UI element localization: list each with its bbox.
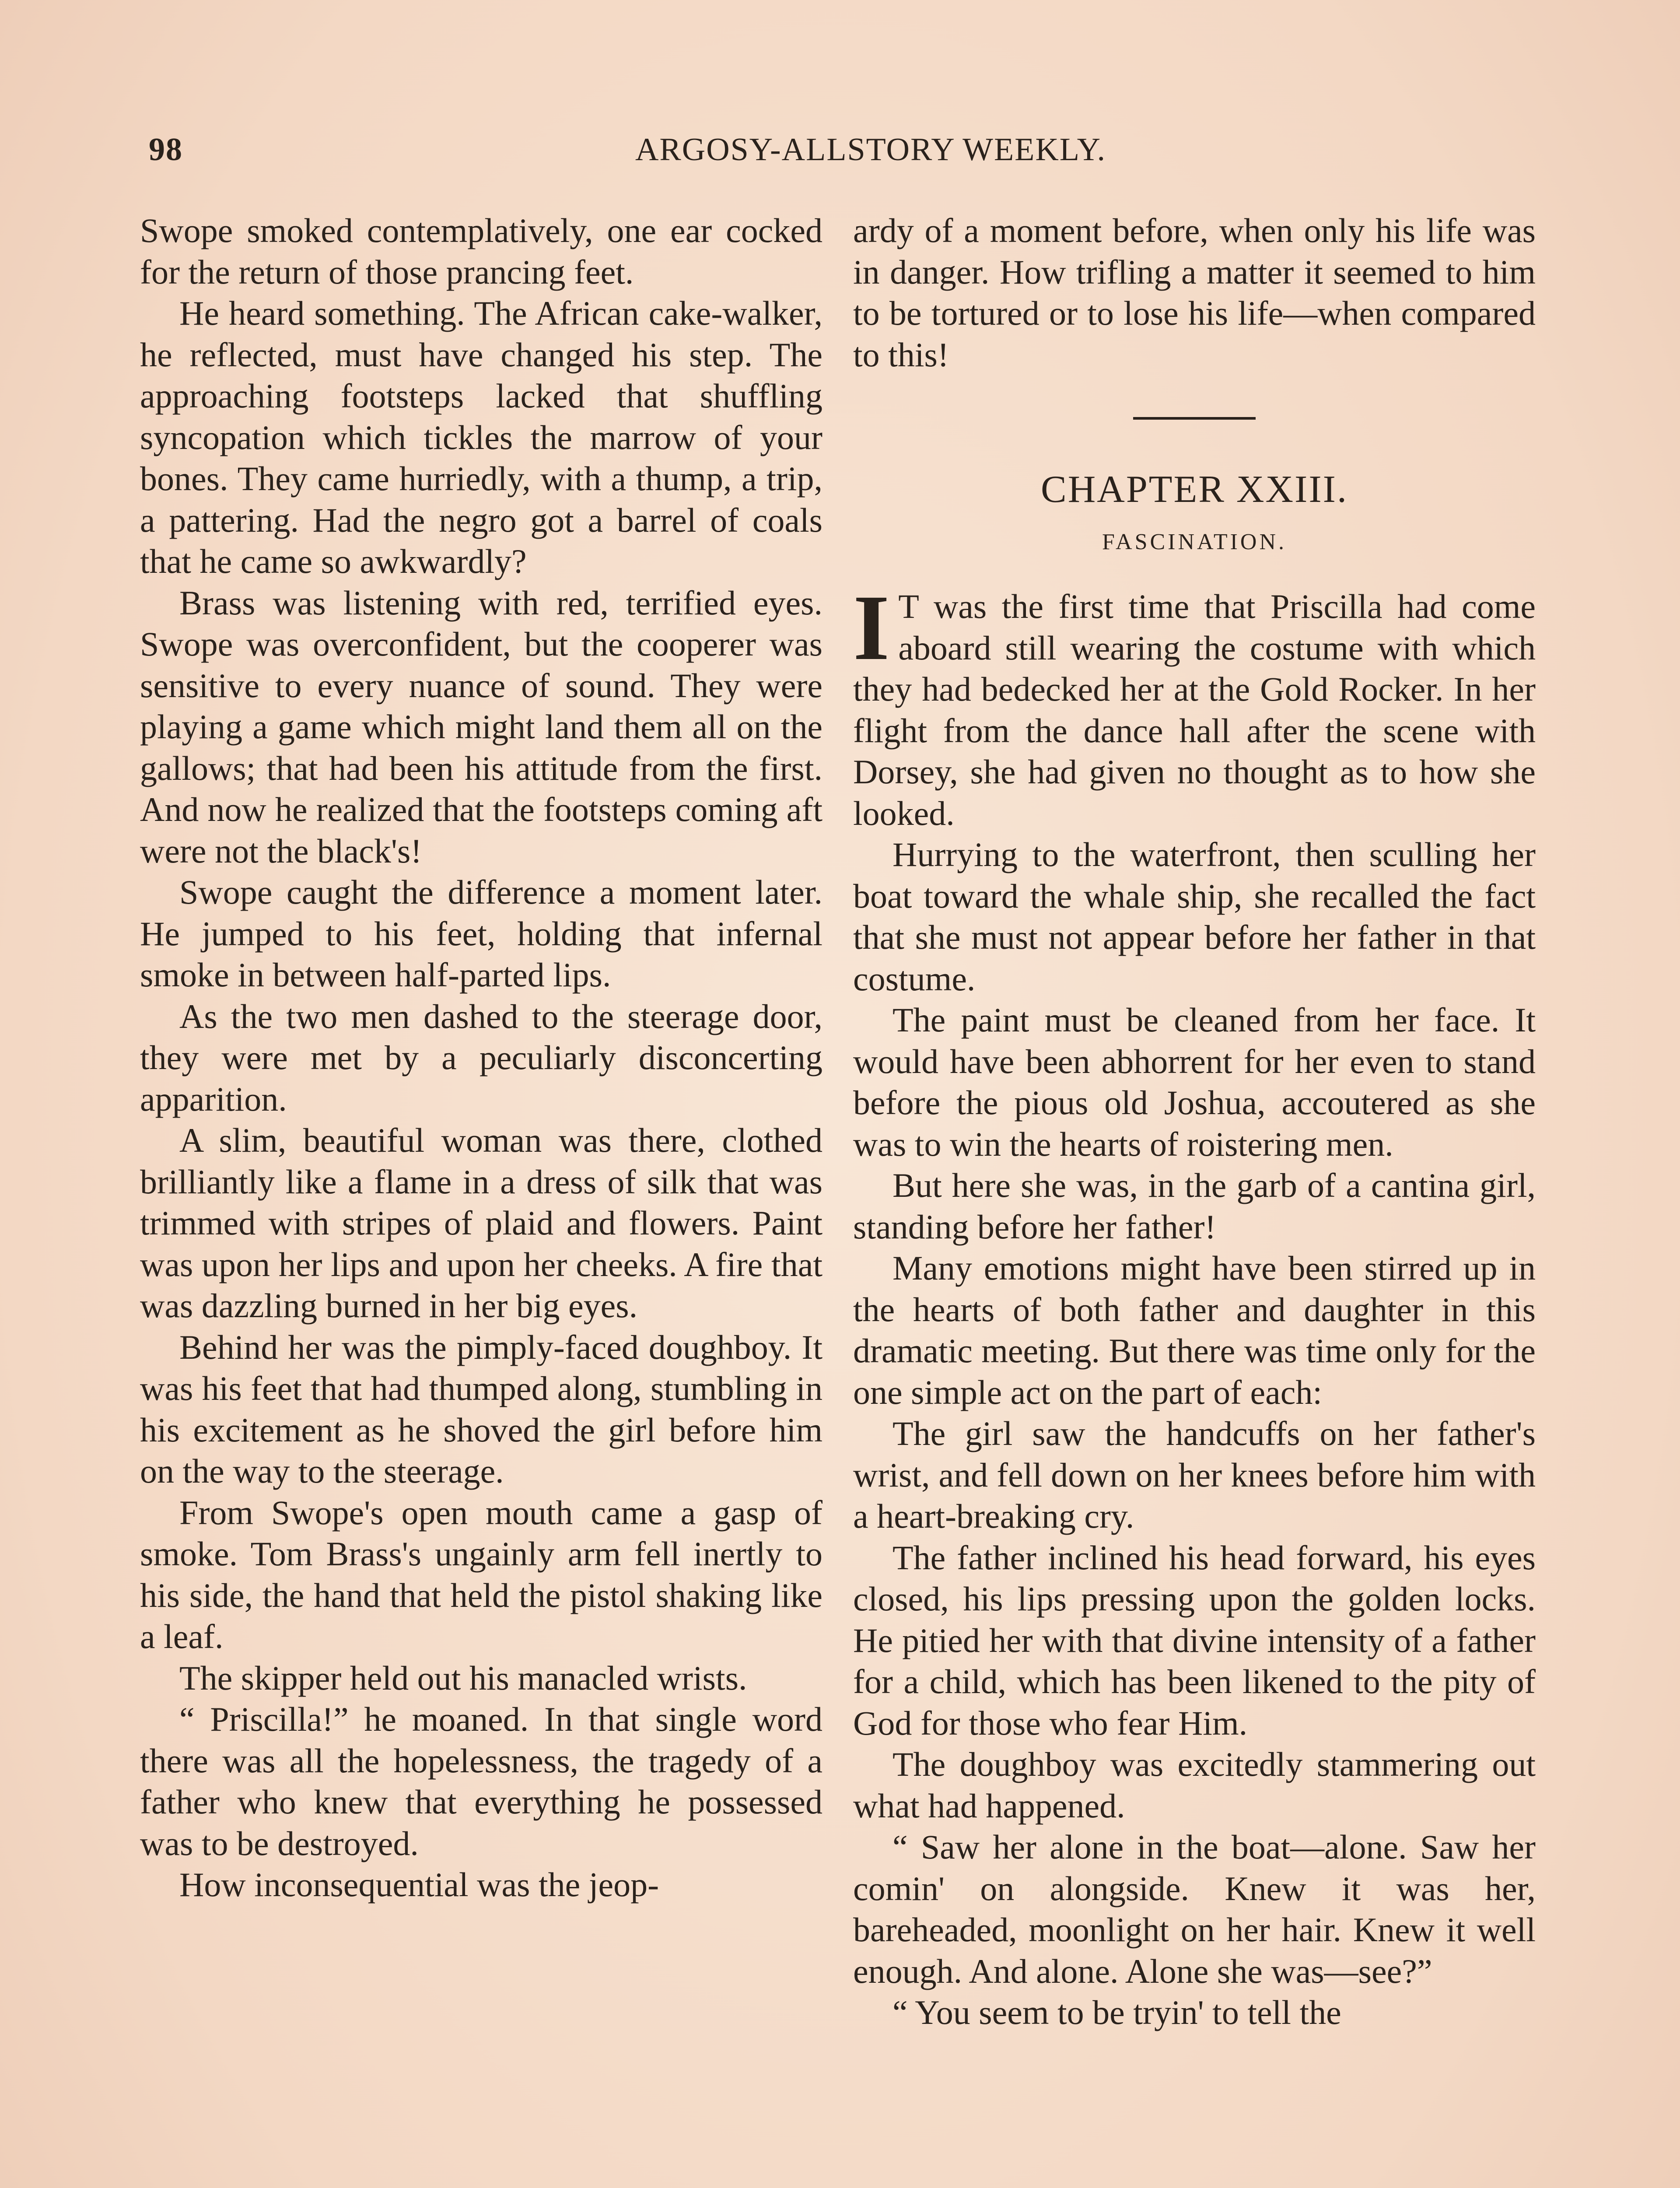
right-column [853,210,1536,2034]
paragraph: Behind her was the pimply-faced doughboy. It was his feet that had thumped along, stumbling in his excitement as he shoved the girl before him on the way to the steerage. [140,1328,822,1490]
continued-paragraph: ardy of a moment before, when only his life was in danger. How trifling a matter it seemed to him to be tortured or to lose his life—when compared to this! [853,211,1536,374]
opening-text: T was the first time that Priscilla had come aboard still wearing the costume with which they had bedecked her at the Gold Rocker. In her flight from the dance hall after the scene with Dorsey, she had given no thought as to how she looked. [853,587,1536,832]
section-divider [1133,417,1256,420]
paragraph: The girl saw the handcuffs on her father's wrist, and fell down on her knees before him with a heart-breaking cry. [853,1414,1536,1535]
paragraph: How inconsequential was the jeop- [179,1865,659,1904]
paragraph: Hurrying to the waterfront, then sculling her boat toward the whale ship, she recalled the fact that she must not appear before her father in that costume. [853,835,1536,998]
paragraph: The doughboy was excitedly stammering out what had happened. [853,1745,1536,1825]
paragraph: “ Saw her alone in the boat—alone. Saw her comin' on alongside. Knew it was her, bareheaded, moonlight on her hair. Knew it well enough. And alone. Alone she was—see?” [853,1828,1536,1990]
paragraph: “ You seem to be tryin' to tell the [892,1993,1341,2031]
page-header [149,131,1540,179]
paragraph: Swope smoked contemplatively, one ear cocked for the return of those prancing feet. [140,211,822,291]
paragraph: A slim, beautiful woman was there, clothed brilliantly like a flame in a dress of silk that was trimmed with stripes of plaid and flowers. Paint was upon her lips and upon her cheeks. A fire that was dazzling burned in her big eyes. [140,1121,822,1325]
paragraph: Brass was listening with red, terrified eyes. Swope was overconfident, but the cooperer was sensitive to every nuance of sound. They were playing a game which might land them all on the gallows; that had been his attitude from the first. And now he realized that the footsteps coming aft were not the black's! [140,583,822,870]
paragraph: He heard something. The African cake-walker, he reflected, must have changed his step. The approaching footsteps lacked that shuffling syncopation which tickles the marrow of your bones. They came hurriedly, with a thump, a trip, a pattering. Had the negro got a barrel of coals that he came so awkwardly? [140,294,822,580]
running-title: ARGOSY-ALLSTORY WEEKLY. [635,132,1106,168]
paragraph: Many emotions might have been stirred up in the hearts of both father and daughter in this dramatic meeting. But there was time only for the one simple act on the part of each: [853,1249,1536,1411]
page-number: 98 [149,132,183,168]
paragraph: As the two men dashed to the steerage door, they were met by a peculiarly disconcerting apparition. [140,997,822,1118]
paragraph: From Swope's open mouth came a gasp of smoke. Tom Brass's ungainly arm fell inertly to his side, the hand that held the pistol shaking like a leaf. [140,1493,822,1655]
drop-cap: I [853,576,890,680]
paragraph: “ Priscilla!” he moaned. In that single word there was all the hopelessness, the tragedy of a father who knew that everything he possessed was to be destroyed. [140,1700,822,1862]
paragraph: The father inclined his head forward, his eyes closed, his lips pressing upon the golden locks. He pitied her with that divine intensity of a father for a child, which has been likened to the pity of God for those who fear Him. [853,1538,1536,1742]
opening-paragraph [853,576,1536,834]
chapter-heading: CHAPTER XXIII. [1041,468,1348,511]
left-column [140,210,822,1906]
paragraph: The skipper held out his manacled wrists. [179,1659,747,1697]
paragraph: The paint must be cleaned from her face. It would have been abhorrent for her even to stand before the pious old Joshua, accoutered as she was to win the hearts of roistering men. [853,1001,1536,1163]
chapter-subtitle: FASCINATION. [1102,529,1287,554]
paragraph: But here she was, in the garb of a cantina girl, standing before her father! [853,1166,1536,1246]
paragraph: Swope caught the difference a moment later. He jumped to his feet, holding that infernal smoke in between half-parted lips. [140,873,822,994]
